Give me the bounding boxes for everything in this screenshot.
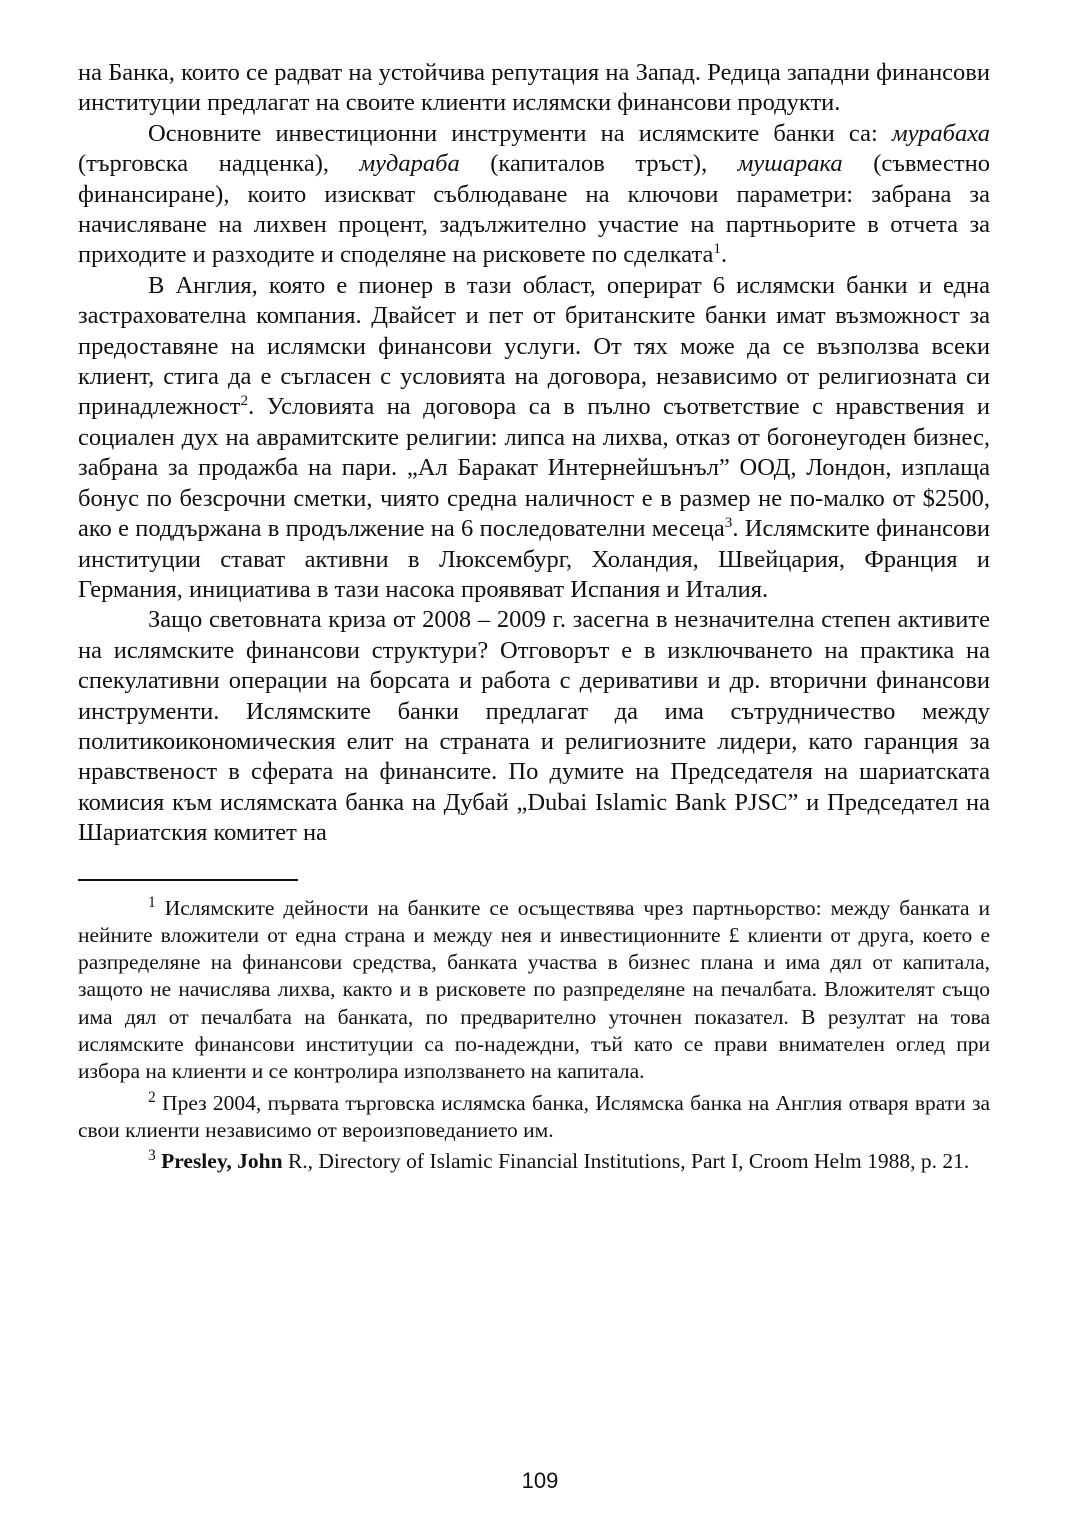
footnote-2-mark: 2 [148, 1088, 156, 1106]
paragraph-3-text-1: В Англия, която е пионер в тази област, оперират 6 ислямски банки и една застрахователна компания. Двайсет и пет от британските банки имат възможност за предоставяне на ислямски финансови услуги. От тях може да се възползва всеки клиент, стига да е съгласен с условията на договора, независимо от религиозната си принадлежност [78, 271, 990, 421]
paragraph-2-text-1: Основните инвестиционни инструменти на ислямските банки са: [148, 119, 892, 147]
footnote-ref-1[interactable]: 1 [713, 240, 721, 258]
footnote-2 [78, 1090, 990, 1145]
paragraph-3 [78, 271, 990, 605]
term-murabaha: мурабаха [891, 119, 990, 147]
footnote-ref-3[interactable]: 3 [724, 513, 733, 531]
term-mudaraba: мудараба [359, 150, 460, 178]
main-text [78, 58, 990, 849]
footnote-3 [78, 1148, 990, 1175]
footnote-2-text: През 2004, първата търговска ислямска банка, Ислямска банка на Англия отваря врати за свои клиенти независимо от вероизповеданието им. [78, 1090, 990, 1142]
term-musharaka: мушарака [737, 150, 843, 178]
document-page [78, 58, 990, 1176]
footnote-separator [78, 879, 298, 881]
paragraph-1: на Банка, които се радват на устойчива репутация на Запад. Редица западни финансови институции предлагат на своите клиенти ислямски финансови продукти. [78, 59, 990, 117]
footnote-1-text: Ислямските дейности на банките се осъществява чрез партньорство: между банката и нейните вложители от една страна и между нея и инвестиционните £ клиенти от друга, което е разпределяне на финансови средства, банката участва в бизнес плана и има дял от капитала, защото не начислява лихва, както и в рисковете по разпределяне на печалбата. Вложителят също има дял от печалбата на банката, по предварително уточнен показател. В резултат на това ислямските финансови институции са по-надеждни, тъй като се прави внимателен оглед при избора на клиенти и се контролира използването на капитала. [78, 895, 990, 1084]
footnote-3-author: Presley, John [161, 1149, 283, 1174]
page-number: 109 [521, 1468, 559, 1493]
footnote-1-mark: 1 [148, 893, 156, 911]
paragraph-2-text-3: (капиталов тръст), [459, 150, 738, 178]
footnote-3-mark: 3 [148, 1147, 156, 1165]
footnote-3-text: R., Directory of Islamic Financial Institutions, Part I, Croom Helm 1988, p. 21. [282, 1149, 970, 1174]
paragraph-2-text-4: (съвместно финансиране), които изискват съблюдаване на ключови параметри: забрана за начисляване на лихвен процент, задължително участие на партньорите в отчета за приходите и разходите и споделяне на рисковете по сделката [78, 150, 990, 269]
footnote-ref-2[interactable]: 2 [240, 392, 249, 410]
paragraph-3-text-3: . Ислямските финансови институции стават активни в Люксембург, Холандия, Швейцария, Франция и Германия, инициатива в тази насока проявяват Испания и Италия. [78, 515, 990, 603]
paragraph-2-text-2: (търговска надценка), [78, 150, 360, 178]
footnote-1 [78, 895, 990, 1086]
footnotes [78, 895, 990, 1176]
paragraph-2-text-5: . [720, 241, 728, 269]
paragraph-3-text-2: . Условията на договора са в пълно съответствие с нравствения и социален дух на аврамитските религии: липса на лихва, отказ от богонеугоден бизнес, забрана за продажба на пари. „Ал Баракат Интернейшънъл” ООД, Лондон, изплаща бонус по безсрочни сметки, чиято средна наличност е в размер не по-малко от $2500, ако е поддържана в продължение на 6 последователни месеца [78, 393, 990, 543]
paragraph-2 [78, 119, 990, 271]
paragraph-4: Защо световната криза от 2008 – 2009 г. засегна в незначителна степен активите на ислямските финансови структури? Отговорът е в изключването на практика на спекулативни операции на борсата и работа с деривативи и др. вторични финансови инструменти. Ислямските банки предлагат да има сътрудничество между политикоикономическия елит на страната и религиозните лидери, като гаранция за нравственост в сферата на финансите. По думите на Председателя на шариатската комисия към ислямската банка на Дубай „Dubai Islamic Bank PJSC” и Председател на Шариатския комитет на [78, 606, 990, 847]
